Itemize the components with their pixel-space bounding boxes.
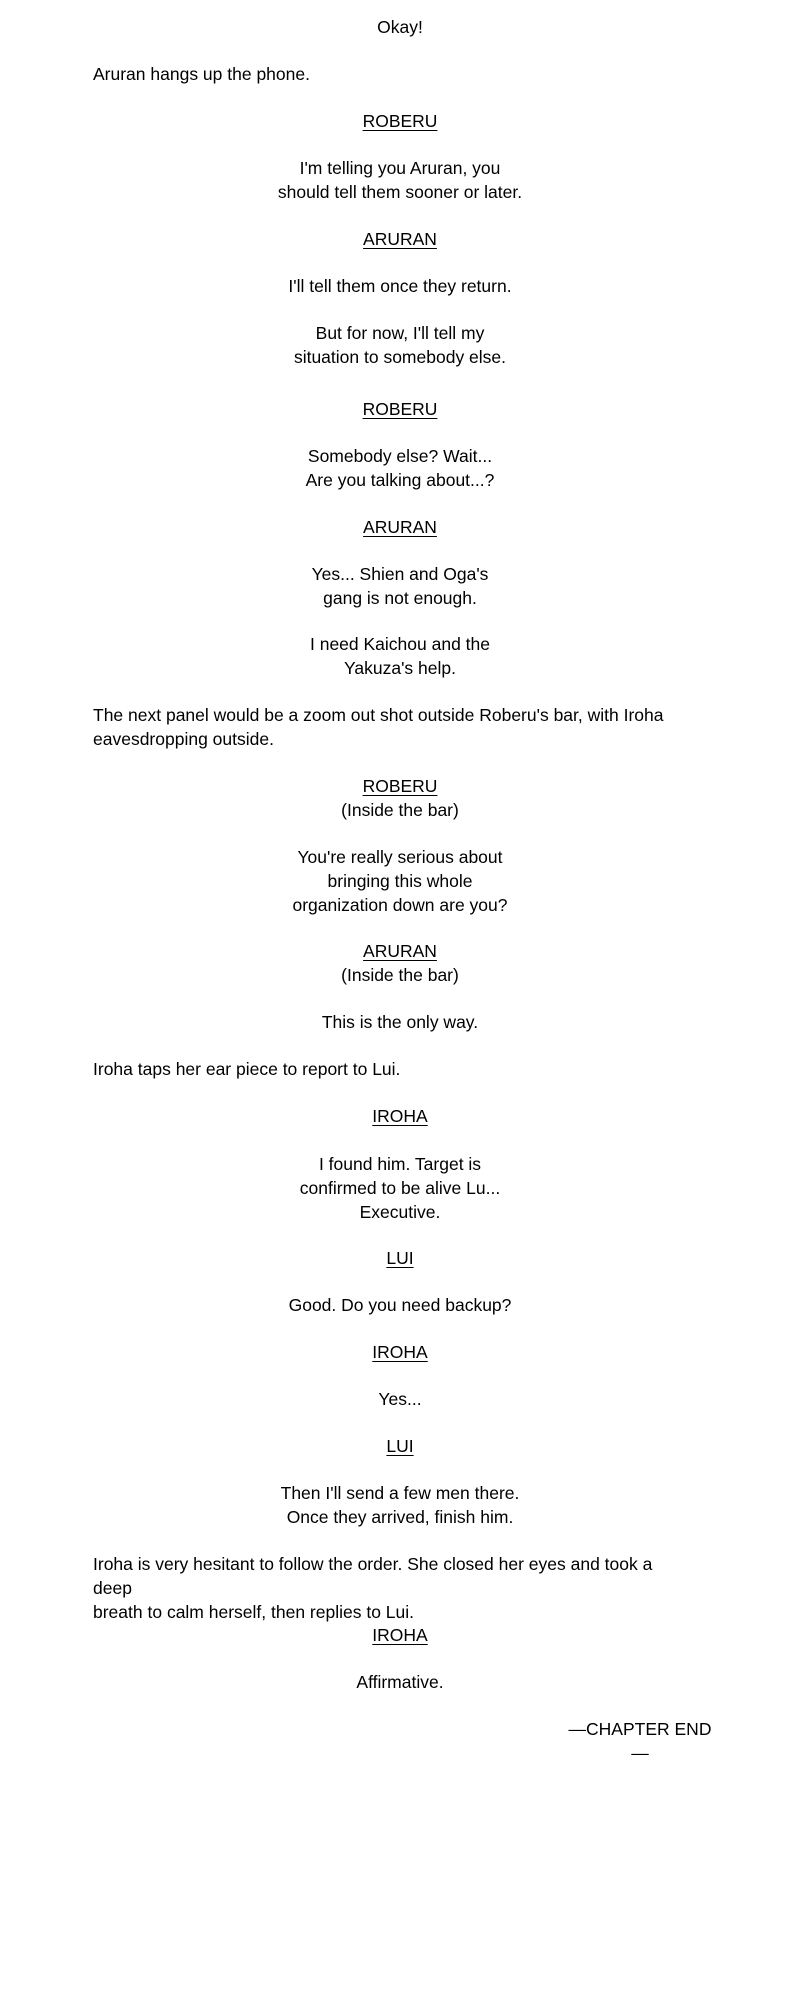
- character-name: ARURAN: [363, 229, 437, 249]
- dialogue-text: Yakuza's help.: [344, 658, 456, 678]
- character-name: ROBERU: [362, 111, 438, 131]
- dialogue-block: [0, 845, 800, 917]
- dialogue-block: [0, 562, 800, 610]
- chapter-end-text: —CHAPTER END—: [568, 1719, 712, 1763]
- action-line: [93, 1057, 693, 1081]
- dialogue-text: Okay!: [377, 17, 423, 37]
- dialogue-text: You're really serious about: [297, 847, 503, 867]
- action-block: [93, 703, 693, 751]
- parenthetical: (Inside the bar): [341, 800, 459, 820]
- character-name: LUI: [386, 1436, 414, 1456]
- character-name: ROBERU: [362, 399, 438, 419]
- action-block: [93, 1552, 693, 1624]
- dialogue-text: I found him. Target is: [318, 1154, 482, 1174]
- dialogue-text: Yes... Shien and Oga's: [311, 564, 489, 584]
- dialogue-text: Yes...: [378, 1389, 422, 1409]
- dialogue-text: organization down are you?: [292, 895, 508, 915]
- dialogue-text: Good. Do you need backup?: [288, 1295, 512, 1315]
- character-cue: [0, 774, 800, 822]
- dialogue-line: [0, 274, 800, 298]
- dialogue-block: [0, 632, 800, 680]
- action-text: breath to calm herself, then replies to Lui.: [93, 1602, 415, 1622]
- dialogue-line: [0, 1010, 800, 1034]
- dialogue-block: [0, 156, 800, 204]
- dialogue-line: [0, 15, 800, 39]
- character-name: ARURAN: [363, 517, 437, 537]
- dialogue-block: [0, 321, 800, 369]
- action-text: The next panel would be a zoom out shot outside Roberu's bar, with Iroha: [93, 705, 664, 725]
- dialogue-block: [0, 444, 800, 492]
- character-cue: [0, 939, 800, 987]
- dialogue-text: I'll tell them once they return.: [288, 276, 512, 296]
- dialogue-text: Once they arrived, finish him.: [286, 1507, 514, 1527]
- character-name: IROHA: [372, 1342, 428, 1362]
- dialogue-text: Executive.: [359, 1202, 441, 1222]
- character-name: IROHA: [372, 1106, 428, 1126]
- action-text: Iroha taps her ear piece to report to Lui.: [93, 1059, 401, 1079]
- dialogue-text: I'm telling you Aruran, you: [299, 158, 501, 178]
- dialogue-line: [0, 1670, 800, 1694]
- dialogue-line: [0, 1387, 800, 1411]
- dialogue-text: I need Kaichou and the: [309, 634, 490, 654]
- dialogue-text: Then I'll send a few men there.: [280, 1483, 520, 1503]
- dialogue-text: bringing this whole: [327, 871, 473, 891]
- dialogue-text: But for now, I'll tell my: [315, 323, 485, 343]
- character-name: ROBERU: [362, 776, 438, 796]
- dialogue-text: confirmed to be alive Lu...: [299, 1178, 501, 1198]
- action-line: [93, 62, 693, 86]
- chapter-end-marker: [560, 1717, 720, 1765]
- character-name: LUI: [386, 1248, 414, 1268]
- action-text: Aruran hangs up the phone.: [93, 64, 310, 84]
- dialogue-line: [0, 1293, 800, 1317]
- dialogue-text: should tell them sooner or later.: [277, 182, 523, 202]
- action-text: eavesdropping outside.: [93, 729, 274, 749]
- dialogue-text: Somebody else? Wait...: [307, 446, 493, 466]
- dialogue-text: gang is not enough.: [323, 588, 477, 608]
- action-text: Iroha is very hesitant to follow the order. She closed her eyes and took a deep: [93, 1554, 653, 1598]
- character-name: IROHA: [372, 1625, 428, 1645]
- dialogue-text: Affirmative.: [356, 1672, 444, 1692]
- dialogue-text: This is the only way.: [321, 1012, 479, 1032]
- dialogue-text: situation to somebody else.: [293, 347, 507, 367]
- character-name: ARURAN: [363, 941, 437, 961]
- parenthetical: (Inside the bar): [341, 965, 459, 985]
- dialogue-block: [0, 1481, 800, 1529]
- dialogue-block: [0, 1152, 800, 1224]
- dialogue-text: Are you talking about...?: [305, 470, 495, 490]
